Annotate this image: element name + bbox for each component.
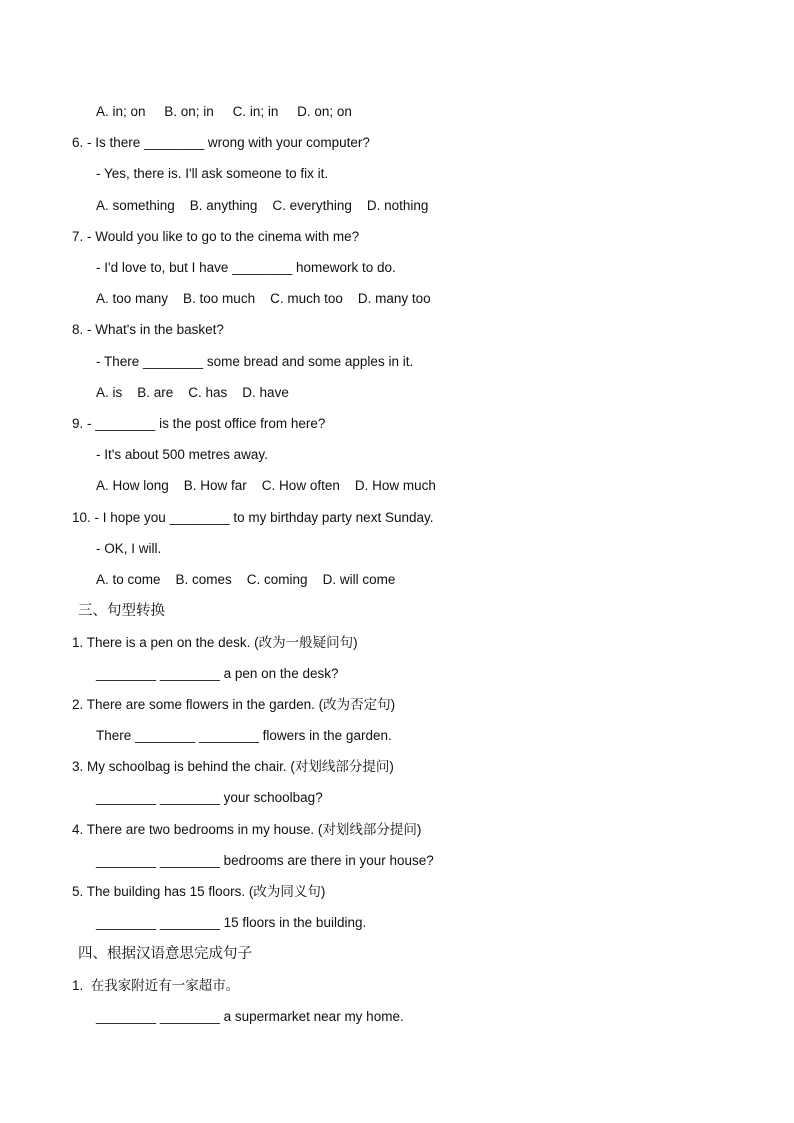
q9-question: 9. - ________ is the post office from here? — [72, 416, 326, 431]
q10-answer: - OK, I will. — [96, 541, 162, 556]
q9-answer: - It's about 500 metres away. — [96, 447, 268, 462]
q8-options: A. is B. are C. has D. have — [96, 385, 289, 400]
s4-q1-blank-line: ________ ________ a supermarket near my home. — [96, 1009, 404, 1024]
q10-question: 10. - I hope you ________ to my birthday party next Sunday. — [72, 510, 434, 525]
q8-answer: - There ________ some bread and some apples in it. — [96, 354, 414, 369]
s3-q3-prompt: 3. My schoolbag is behind the chair. (对划线部分提问) — [72, 759, 394, 774]
q6-options: A. something B. anything C. everything D. nothing — [96, 198, 429, 213]
q7-answer: - I'd love to, but I have ________ homework to do. — [96, 260, 396, 275]
s3-q5-prompt: 5. The building has 15 floors. (改为同义句) — [72, 884, 326, 899]
s3-q5-blank-line: ________ ________ 15 floors in the building. — [96, 915, 367, 930]
q7-question: 7. - Would you like to go to the cinema with me? — [72, 229, 360, 244]
q9-options: A. How long B. How far C. How often D. How much — [96, 478, 436, 493]
s3-q2-blank-line: There ________ ________ flowers in the garden. — [96, 728, 392, 743]
section-4-heading: 四、根据汉语意思完成句子 — [78, 946, 252, 962]
s3-q3-blank-line: ________ ________ your schoolbag? — [96, 790, 323, 805]
q10-options: A. to come B. comes C. coming D. will come — [96, 572, 396, 587]
s3-q2-prompt: 2. There are some flowers in the garden. (改为否定句) — [72, 697, 396, 712]
s3-q1-blank-line: ________ ________ a pen on the desk? — [96, 666, 339, 681]
q6-question: 6. - Is there ________ wrong with your computer? — [72, 135, 370, 150]
q6-answer: - Yes, there is. I'll ask someone to fix it. — [96, 166, 329, 181]
s3-q4-blank-line: ________ ________ bedrooms are there in your house? — [96, 853, 434, 868]
s4-q1-prompt: 1. 在我家附近有一家超市。 — [72, 978, 240, 993]
q5-options: A. in; on B. on; in C. in; in D. on; on — [96, 104, 352, 119]
s3-q1-prompt: 1. There is a pen on the desk. (改为一般疑问句) — [72, 635, 358, 650]
section-3-heading: 三、句型转换 — [78, 603, 165, 619]
q7-options: A. too many B. too much C. much too D. many too — [96, 291, 431, 306]
q8-question: 8. - What's in the basket? — [72, 322, 224, 337]
s3-q4-prompt: 4. There are two bedrooms in my house. (对划线部分提问) — [72, 822, 422, 837]
